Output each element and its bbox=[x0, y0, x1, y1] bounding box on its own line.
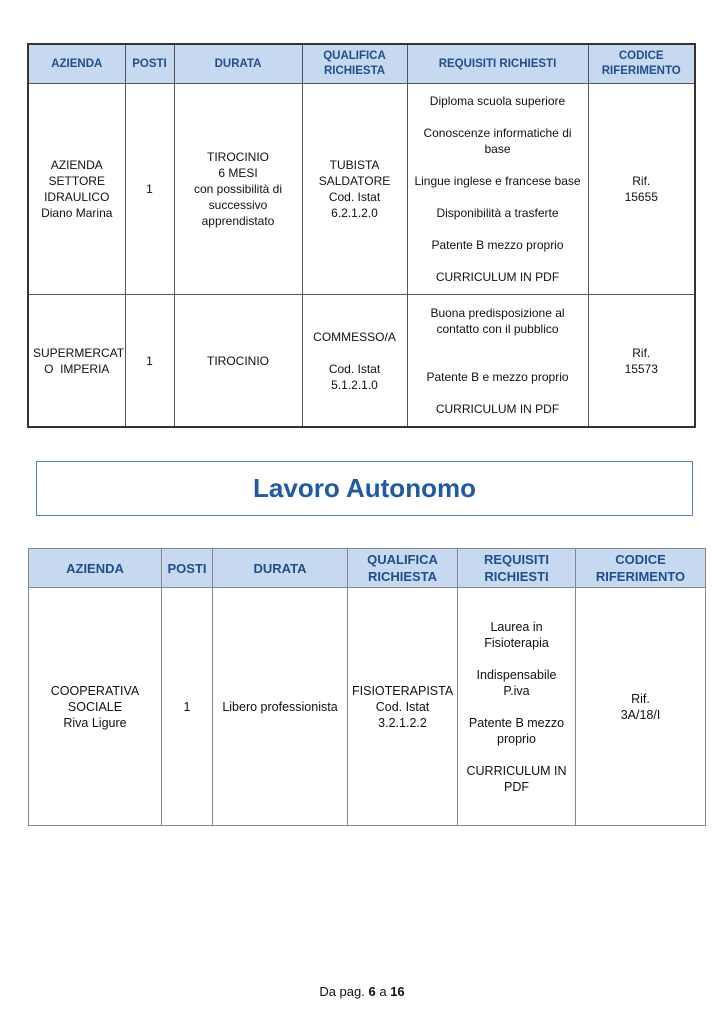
cell-codice: Rif. 3A/18/I bbox=[576, 588, 706, 826]
page-footer bbox=[0, 984, 724, 999]
footer-total-pages: 16 bbox=[390, 984, 405, 999]
footer-separator: a bbox=[379, 984, 387, 999]
header-durata: DURATA bbox=[213, 549, 348, 588]
header-qualifica: QUALIFICA RICHIESTA bbox=[348, 549, 458, 588]
cell-qualifica: COMMESSO/A Cod. Istat 5.1.2.1.0 bbox=[302, 295, 407, 428]
header-codice: CODICE RIFERIMENTO bbox=[576, 549, 706, 588]
header-durata: DURATA bbox=[174, 44, 302, 84]
cell-azienda: SUPERMERCAT O IMPERIA bbox=[28, 295, 125, 428]
table-header-row bbox=[28, 44, 695, 84]
header-azienda: AZIENDA bbox=[29, 549, 162, 588]
header-posti: POSTI bbox=[162, 549, 213, 588]
header-qualifica: QUALIFICA RICHIESTA bbox=[302, 44, 407, 84]
table-header-row bbox=[29, 549, 706, 588]
cell-requisiti: Buona predisposizione al contatto con il pubblico Patente B e mezzo proprio CURRICULUM IN PDF bbox=[407, 295, 588, 428]
cell-codice: Rif. 15573 bbox=[588, 295, 695, 428]
cell-qualifica: TUBISTA SALDATORE Cod. Istat 6.2.1.2.0 bbox=[302, 84, 407, 295]
footer-page-number: 6 bbox=[368, 984, 376, 999]
job-table-lavoro-autonomo bbox=[28, 548, 706, 826]
cell-requisiti: Diploma scuola superiore Conoscenze informatiche di base Lingue inglese e francese base Disponibilità a trasferte Patente B mezzo proprio CURRICULUM IN PDF bbox=[407, 84, 588, 295]
section-heading-box bbox=[36, 461, 693, 516]
cell-durata: TIROCINIO 6 MESI con possibilità di successivo apprendistato bbox=[174, 84, 302, 295]
header-requisiti: REQUISITI RICHIESTI bbox=[458, 549, 576, 588]
table-row bbox=[28, 295, 695, 428]
job-table-tirocini bbox=[27, 43, 696, 428]
cell-azienda: COOPERATIVA SOCIALE Riva Ligure bbox=[29, 588, 162, 826]
cell-posti: 1 bbox=[125, 295, 174, 428]
section-title: Lavoro Autonomo bbox=[253, 473, 476, 503]
cell-durata: Libero professionista bbox=[213, 588, 348, 826]
footer-prefix: Da pag. bbox=[319, 984, 365, 999]
header-requisiti: REQUISITI RICHIESTI bbox=[407, 44, 588, 84]
header-posti: POSTI bbox=[125, 44, 174, 84]
cell-codice: Rif. 15655 bbox=[588, 84, 695, 295]
cell-durata: TIROCINIO bbox=[174, 295, 302, 428]
table-row bbox=[29, 588, 706, 826]
cell-qualifica: FISIOTERAPISTA Cod. Istat 3.2.1.2.2 bbox=[348, 588, 458, 826]
table-row bbox=[28, 84, 695, 295]
cell-requisiti: Laurea in Fisioterapia Indispensabile P.iva Patente B mezzo proprio CURRICULUM IN PDF bbox=[458, 588, 576, 826]
header-azienda: AZIENDA bbox=[28, 44, 125, 84]
header-codice: CODICE RIFERIMENTO bbox=[588, 44, 695, 84]
cell-posti: 1 bbox=[162, 588, 213, 826]
cell-posti: 1 bbox=[125, 84, 174, 295]
cell-azienda: AZIENDA SETTORE IDRAULICO Diano Marina bbox=[28, 84, 125, 295]
